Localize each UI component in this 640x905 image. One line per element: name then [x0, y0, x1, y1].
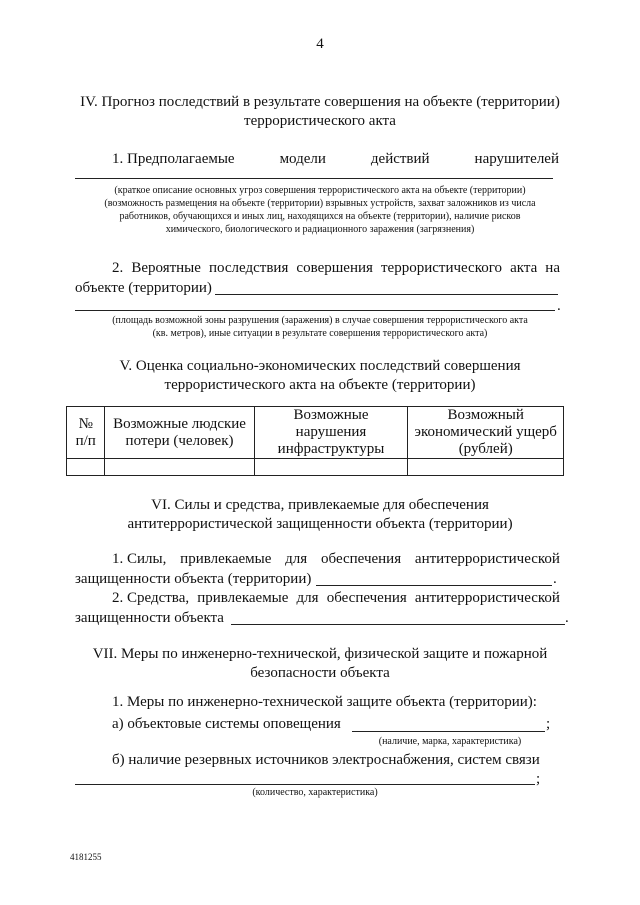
fill-line [231, 624, 565, 625]
section-7-item-a: а) объектовые системы оповещения [112, 716, 341, 732]
fill-line [75, 178, 553, 179]
section-4-title-line1: IV. Прогноз последствий в результате совершения на объекте (территории) [80, 94, 560, 110]
section-4-item-2-line1: 2. Вероятные последствия совершения террористического акта на [112, 260, 560, 276]
table-cell[interactable] [105, 459, 254, 476]
section-4-item-2-note: (площадь возможной зоны разрушения (заражения) в случае совершения террористического акта (кв. метров), иные ситуации в результате совершения террористического акта) [112, 315, 528, 339]
section-7-item-a-note: (наличие, марка, характеристика) [378, 736, 522, 747]
section-4-title-line2: террористического акта [244, 113, 396, 129]
header-cell-human-losses: Возможные людские потери (человек) [105, 407, 254, 459]
fill-line [215, 294, 558, 295]
section-4-item-1: 1. Предполагаемые модели действий нарушителей [112, 151, 559, 167]
section-7-item-1: 1. Меры по инженерно-технической защите объекта (территории): [112, 694, 537, 710]
section-6-item-1: 1. Силы, привлекаемые для обеспечения антитеррористической [112, 551, 560, 567]
table-cell[interactable] [408, 459, 564, 476]
section-4-item-2-line2: объекте (территории) [75, 280, 212, 296]
section-4-item-1-note: (краткое описание основных угроз совершения террористического акта на объекте (территории) (возможность размещения на объекте (территории) взрывных устройств, захват заложников из числа работников, обучающихся и иных лиц, находящихся на объекте (территории), наличие рисков химического, биологического и радиационного заражения (загрязнения) [104, 185, 536, 235]
section-6-item-1-line2: защищенности объекта (территории) [75, 571, 312, 587]
end-mark: ; [536, 771, 541, 787]
fill-line [75, 310, 555, 311]
section-5-title: V. Оценка социально-экономических последствий совершения террористического акта на объекте (территории) [119, 358, 521, 393]
fill-line [75, 784, 535, 785]
fill-line [316, 585, 552, 586]
table-header-row [67, 407, 564, 459]
section-6-title: VI. Силы и средства, привлекаемые для обеспечения антитеррористической защищенности объекта (территории) [127, 497, 513, 532]
header-cell-number: № п/п [67, 407, 105, 459]
footer-code: 4181255 [70, 852, 102, 862]
section-4-title [70, 93, 570, 131]
section-7-item-b: б) наличие резервных источников электроснабжения, систем связи [112, 752, 540, 768]
table-row [67, 459, 564, 476]
end-mark: . [565, 610, 569, 626]
table-cell[interactable] [67, 459, 105, 476]
fill-line [352, 731, 545, 732]
end-mark: . [557, 298, 561, 314]
section-6-item-2-line2: защищенности объекта [75, 610, 224, 626]
table-cell[interactable] [254, 459, 408, 476]
consequences-table [66, 406, 564, 476]
section-7-item-b-note: (количество, характеристика) [252, 787, 378, 798]
end-mark: ; [546, 716, 551, 732]
section-6-item-2: 2. Средства, привлекаемые для обеспечения антитеррористической [112, 590, 560, 606]
page-number: 4 [316, 36, 324, 52]
section-7-title: VII. Меры по инженерно-технической, физической защите и пожарной безопасности объекта [92, 646, 548, 681]
end-mark: . [553, 571, 557, 587]
header-cell-infrastructure: Возможные нарушения инфраструктуры [254, 407, 408, 459]
header-cell-economic-damage: Возможный экономический ущерб (рублей) [408, 407, 564, 459]
